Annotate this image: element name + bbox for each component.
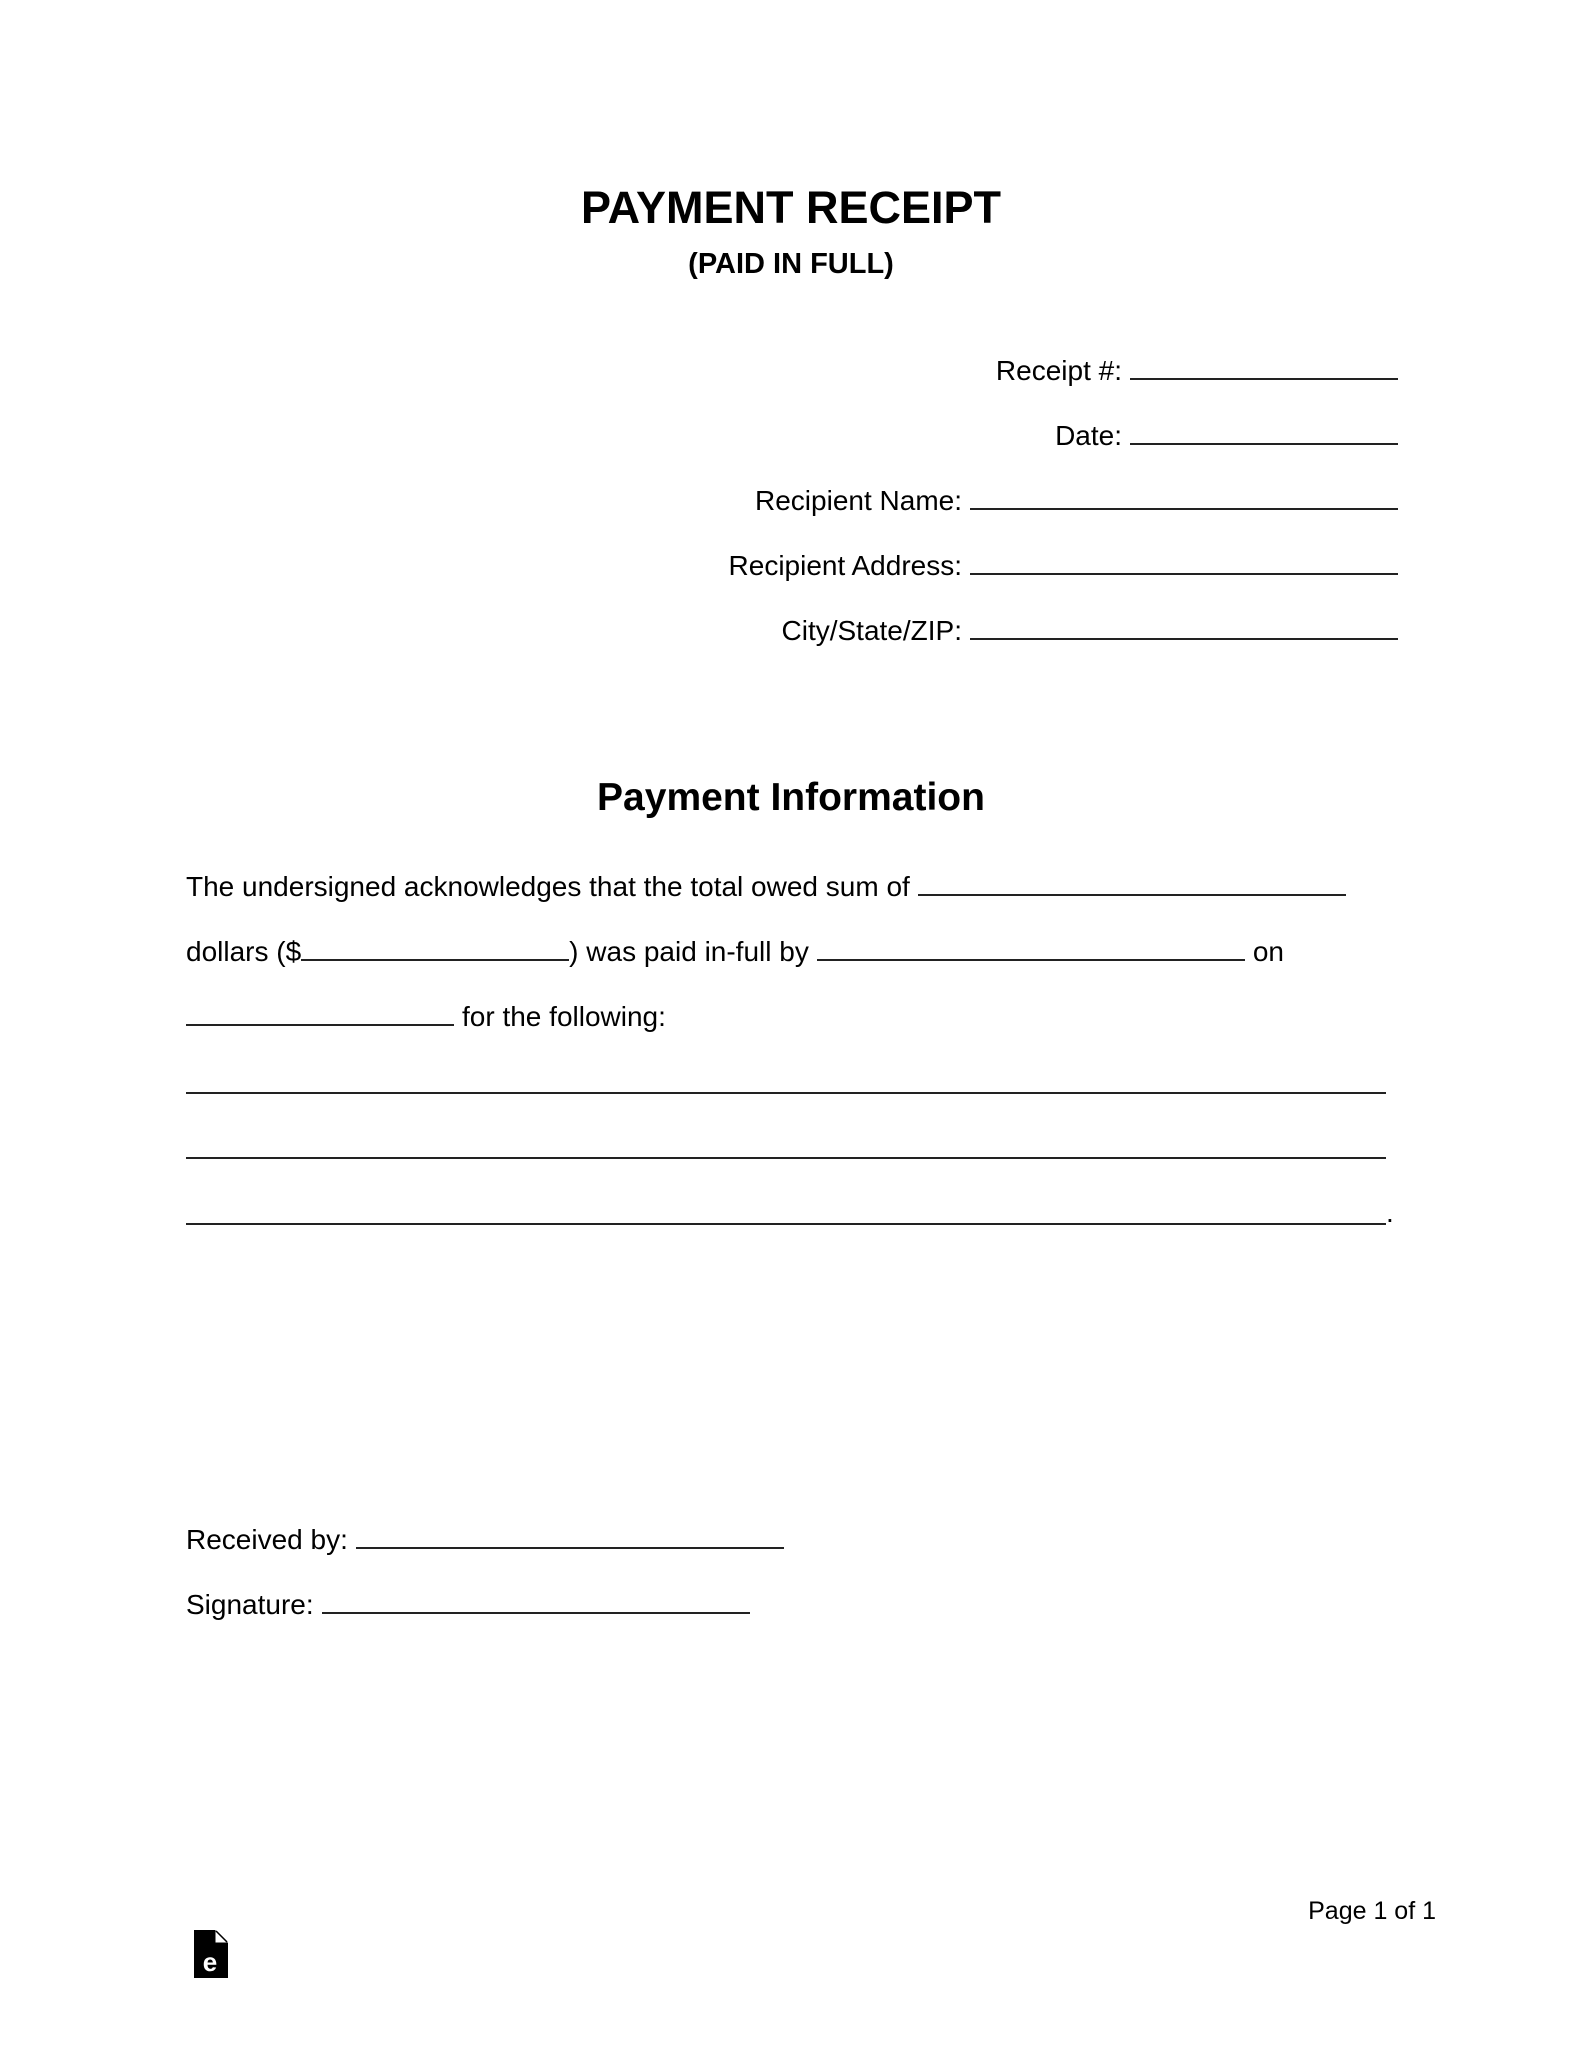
paragraph-line-1-text: The undersigned acknowledges that the total owed sum of <box>186 871 910 902</box>
signature-input[interactable] <box>322 1586 750 1614</box>
page-number: Page 1 of 1 <box>1308 1897 1436 1925</box>
recipient-name-field <box>755 482 1398 518</box>
recipient-address-field <box>729 547 1398 583</box>
recipient-address-label: Recipient Address: <box>728 550 962 581</box>
payment-information-heading: Payment Information <box>597 776 985 819</box>
description-line-1[interactable] <box>186 1092 1386 1094</box>
received-by-input[interactable] <box>356 1521 784 1549</box>
description-line-3[interactable] <box>186 1223 1386 1225</box>
city-state-zip-input[interactable] <box>970 612 1398 640</box>
receipt-number-field <box>996 352 1398 388</box>
payer-name-input[interactable] <box>817 933 1245 961</box>
recipient-address-input[interactable] <box>970 547 1398 575</box>
receipt-number-input[interactable] <box>1130 352 1398 380</box>
paragraph-line-1 <box>186 868 1352 904</box>
date-label: Date: <box>1055 420 1122 451</box>
paragraph-line-2 <box>186 933 1284 969</box>
logo-letter: e <box>202 1947 218 1977</box>
description-line-2[interactable] <box>186 1157 1386 1159</box>
date-field <box>1055 417 1398 453</box>
signature-label: Signature: <box>186 1589 314 1620</box>
dollars-prefix-text: dollars ($ <box>186 936 302 967</box>
for-the-following-text: for the following: <box>462 1001 666 1032</box>
total-owed-words-input[interactable] <box>918 868 1346 896</box>
document-subtitle: (PAID IN FULL) <box>688 248 894 280</box>
receipt-number-label: Receipt #: <box>995 355 1122 386</box>
dollar-amount-input[interactable] <box>301 933 569 961</box>
recipient-name-input[interactable] <box>970 482 1398 510</box>
document-title: PAYMENT RECEIPT <box>580 182 1002 233</box>
eforms-logo-icon <box>194 1930 228 1978</box>
date-input[interactable] <box>1130 417 1398 445</box>
recipient-name-label: Recipient Name: <box>755 485 962 516</box>
end-period: . <box>1386 1197 1394 1228</box>
received-by-label: Received by: <box>186 1524 348 1555</box>
city-state-zip-label: City/State/ZIP: <box>781 615 962 646</box>
city-state-zip-field <box>782 612 1399 648</box>
paragraph-line-3 <box>186 998 666 1034</box>
signature-field <box>186 1586 750 1622</box>
received-by-field <box>186 1521 784 1557</box>
payment-date-input[interactable] <box>186 998 454 1026</box>
paid-in-full-by-text: ) was paid in-full by <box>569 936 809 967</box>
on-text: on <box>1252 936 1284 967</box>
